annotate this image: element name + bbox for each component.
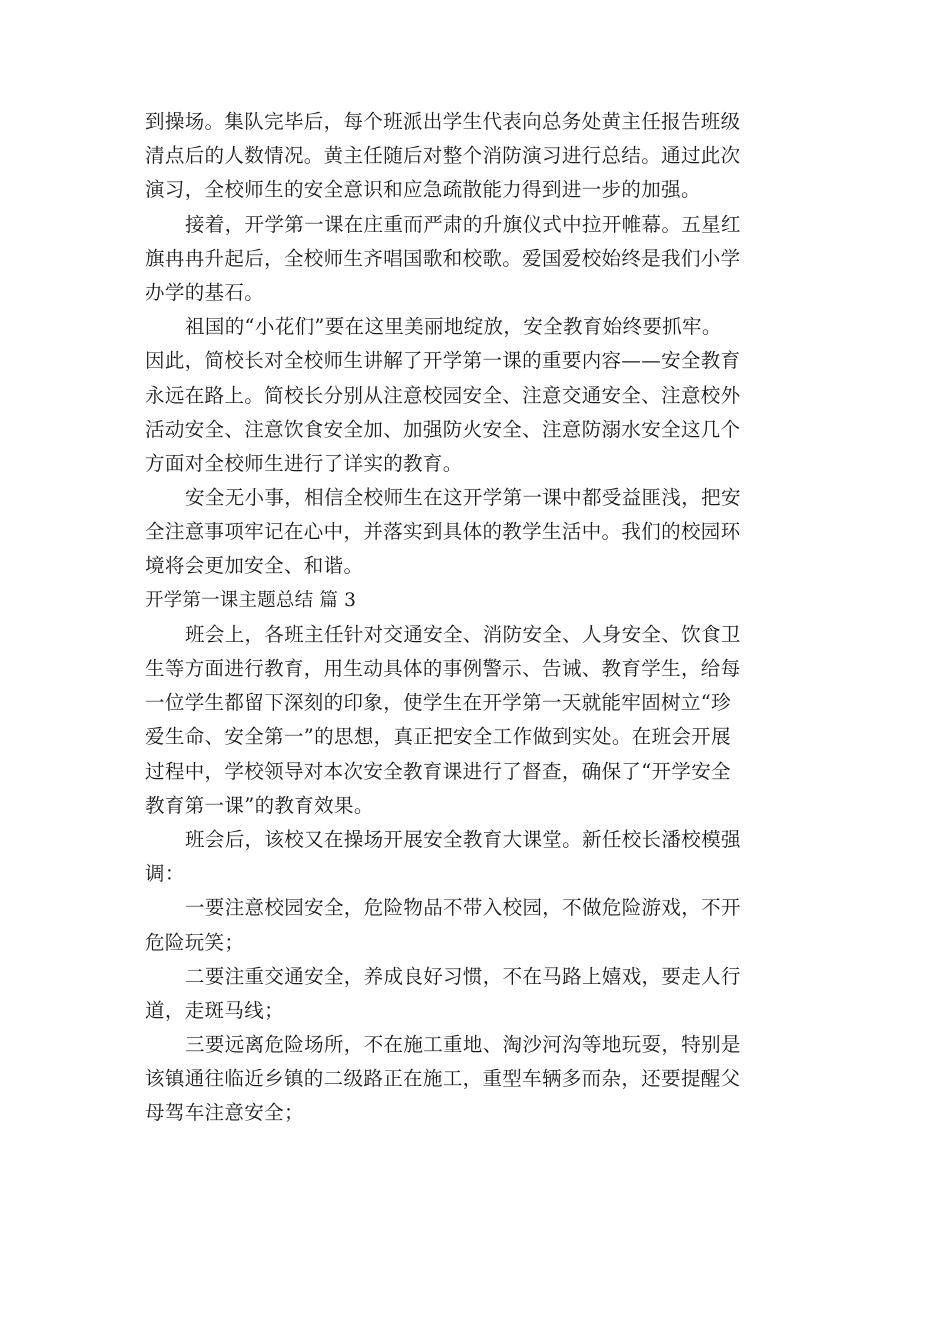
text-line: 清点后的人数情况。黄主任随后对整个消防演习进行总结。通过此次 — [145, 144, 741, 168]
text-line: 教育第一课”的教育效果。 — [145, 793, 374, 817]
text-line: 一要注意校园安全，危险物品不带入校园，不做危险游戏，不开 — [185, 896, 741, 920]
text-line: 全注意事项牢记在心中，并落实到具体的教学生活中。我们的校园环 — [145, 520, 741, 544]
document-page — [145, 105, 805, 1131]
text-line: 一位学生都留下深刻的印象，使学生在开学第一天就能牢固树立“珍 — [145, 691, 731, 715]
text-line: 因此，简校长对全校师生讲解了开学第一课的重要内容——安全教育 — [145, 349, 741, 373]
text-line: 办学的基石。 — [145, 280, 265, 304]
text-line: 境将会更加安全、和谐。 — [145, 554, 364, 578]
text-line: 到操场。集队完毕后，每个班派出学生代表向总务处黄主任报告班级 — [145, 110, 741, 133]
paragraph — [145, 1028, 805, 1131]
paragraph — [145, 481, 805, 584]
text-line: 安全无小事，相信全校师生在这开学第一课中都受益匪浅，把安 — [185, 486, 741, 510]
text-line: 祖国的“小花们”要在这里美丽地绽放，安全教育始终要抓牢。 — [185, 315, 722, 339]
text-line: 班会上，各班主任针对交通安全、消防安全、人身安全、饮食卫 — [185, 622, 741, 646]
text-line: 二要注重交通安全，养成良好习惯，不在马路上嬉戏，要走人行 — [185, 964, 741, 988]
paragraph — [145, 105, 805, 208]
text-line: 活动安全、注意饮食安全加、加强防火安全、注意防溺水安全这几个 — [145, 417, 741, 441]
text-line: 旗冉冉升起后，全校师生齐唱国歌和校歌。爱国爱校始终是我们小学 — [145, 246, 741, 270]
text-line: 道，走斑马线； — [145, 998, 284, 1022]
text-line: 三要远离危险场所，不在施工重地、淘沙河沟等地玩耍，特别是 — [185, 1033, 741, 1057]
text-line: 调： — [145, 862, 185, 886]
paragraph — [145, 891, 805, 959]
text-line: 永远在路上。简校长分别从注意校园安全、注意交通安全、注意校外 — [145, 383, 741, 407]
section-heading: 开学第一课主题总结 篇 3 — [145, 589, 357, 611]
text-line: 危险玩笑； — [145, 930, 245, 954]
text-line: 方面对全校师生进行了详实的教育。 — [145, 451, 463, 475]
paragraph — [145, 310, 805, 481]
text-line: 班会后，该校又在操场开展安全教育大课堂。新任校长潘校模强 — [185, 827, 741, 851]
text-line: 过程中，学校领导对本次安全教育课进行了督查，确保了“开学安全 — [145, 759, 731, 783]
text-line: 该镇通往临近乡镇的二级路正在施工，重型车辆多而杂，还要提醒父 — [145, 1067, 741, 1091]
text-line: 生等方面进行教育，用生动具体的事例警示、告诫、教育学生，给每 — [145, 657, 741, 680]
paragraph — [145, 208, 805, 311]
text-line: 接着，开学第一课在庄重而严肃的升旗仪式中拉开帷幕。五星红 — [185, 212, 741, 236]
paragraph — [145, 618, 805, 823]
text-line: 爱生命、安全第一”的思想，真正把安全工作做到实处。在班会开展 — [145, 725, 731, 749]
text-line: 演习，全校师生的安全意识和应急疏散能力得到进一步的加强。 — [145, 178, 701, 202]
text-line: 母驾车注意安全； — [145, 1101, 304, 1125]
paragraph — [145, 823, 805, 891]
paragraph — [145, 960, 805, 1028]
